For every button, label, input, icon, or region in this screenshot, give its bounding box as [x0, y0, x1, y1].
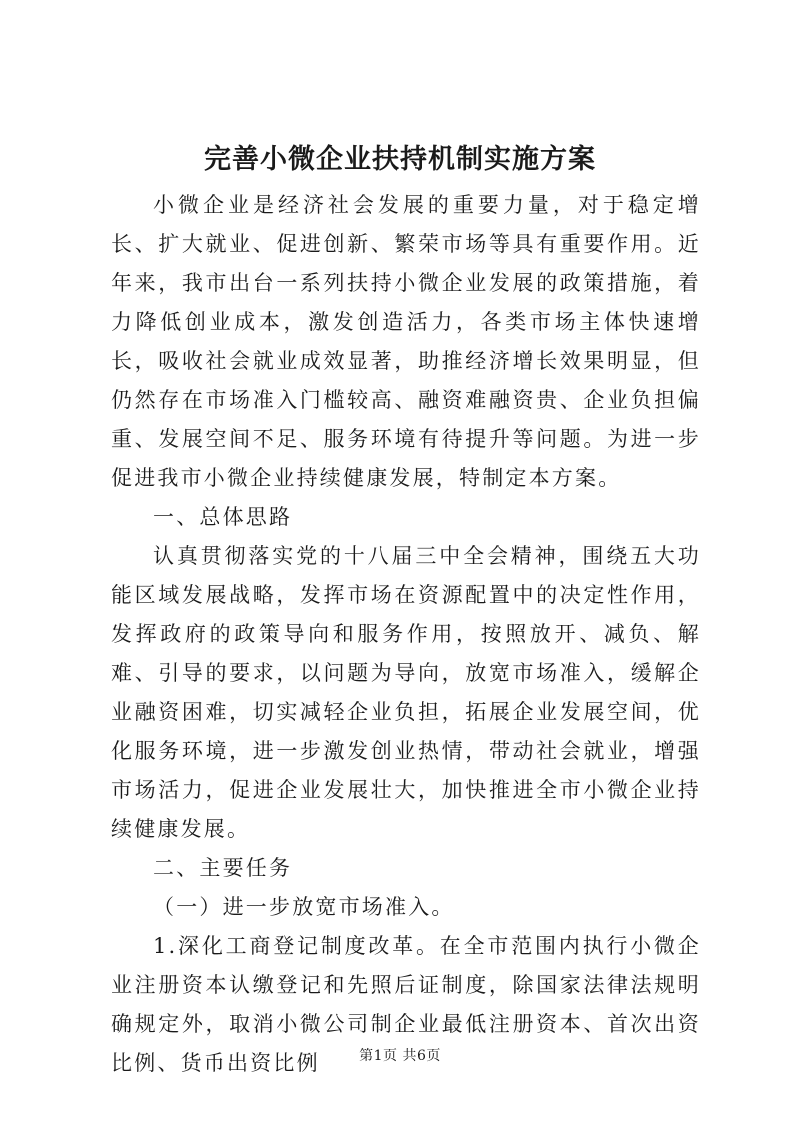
task-item-1: 1.深化工商登记制度改革。在全市范围内执行小微企业注册资本认缴登记和先照后证制度，除国家法律法规明确规定外，取消小微公司制企业最低注册资本、首次出资比例、货币出资比例: [111, 934, 701, 1075]
document-title: 完善小微企业扶持机制实施方案: [204, 144, 596, 175]
subsection-heading-market-access: （一）进一步放宽市场准入。: [153, 895, 455, 919]
section-paragraph-overall-approach: 认真贯彻落实党的十八届三中全会精神，围绕五大功能区域发展战略，发挥市场在资源配置中的决定性作用，发挥政府的政策导向和服务作用，按照放开、减负、解难、引导的要求，以问题为导向，放宽市场准入，缓解企业融资困难，切实减轻企业负担，拓展企业发展空间，优化服务环境，进一步激发创业热情，带动社会就业，增强市场活力，促进企业发展壮大，加快推进全市小微企业持续健康发展。: [111, 544, 701, 841]
document-body: [111, 186, 701, 1083]
page-footer: 第1页 共6页: [359, 1048, 441, 1064]
section-heading-main-tasks: 二、主要任务: [153, 856, 293, 880]
section-heading-overall-approach: 一、总体思路: [153, 505, 293, 529]
intro-paragraph: 小微企业是经济社会发展的重要力量，对于稳定增长、扩大就业、促进创新、繁荣市场等具有重要作用。近年来，我市出台一系列扶持小微企业发展的政策措施，着力降低创业成本，激发创造活力，各类市场主体快速增长，吸收社会就业成效显著，助推经济增长效果明显，但仍然存在市场准入门槛较高、融资难融资贵、企业负担偏重、发展空间不足、服务环境有待提升等问题。为进一步促进我市小微企业持续健康发展，特制定本方案。: [111, 193, 701, 490]
